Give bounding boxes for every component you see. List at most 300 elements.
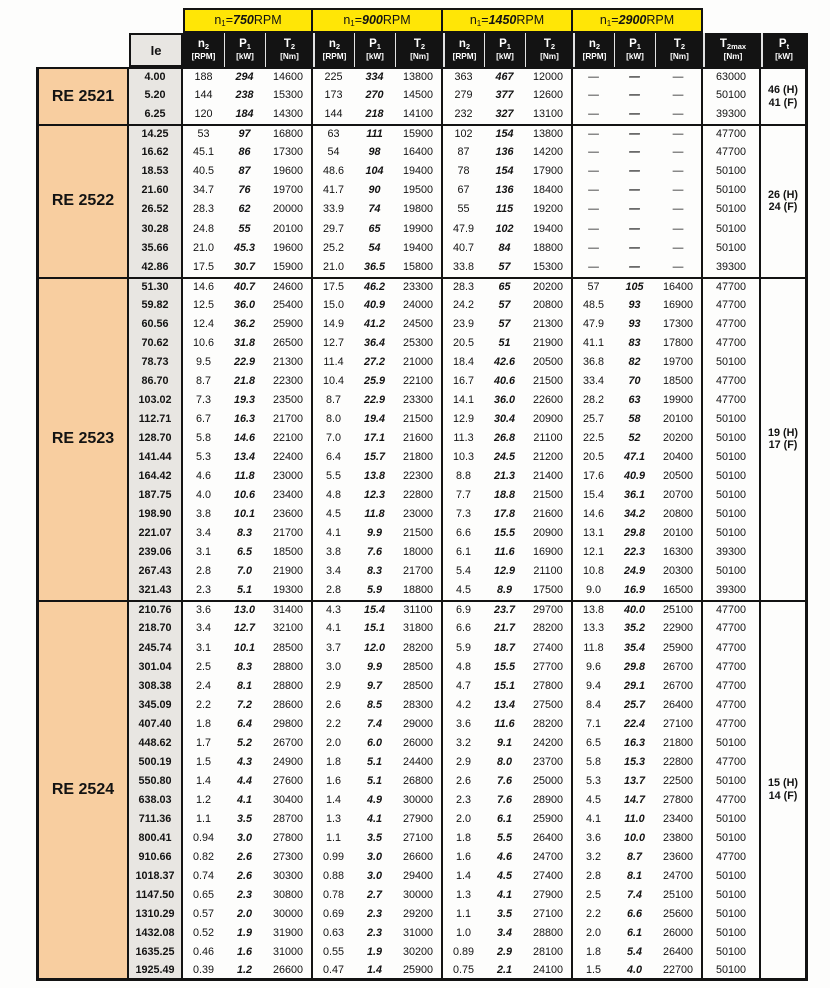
data-cell: 363 <box>443 67 484 86</box>
data-cell: 12.5 <box>192 298 214 311</box>
data-cell: — <box>614 124 655 143</box>
header-n2-1450rpm <box>443 33 484 67</box>
data-cell: 54 <box>327 146 340 159</box>
label-part: 14 (F) <box>768 790 798 803</box>
data-cell: 3.4 <box>195 622 211 635</box>
ie-value: 301.04 <box>129 657 183 676</box>
data-cell: 15.1 <box>363 622 385 635</box>
label-part: [RPM] <box>452 51 477 61</box>
data-cell: 154 <box>484 124 525 143</box>
data-cell: 29200 <box>395 905 443 924</box>
data-cell: 16900 <box>525 543 573 562</box>
data-cell: 22.5 <box>582 432 604 445</box>
data-cell: 6.6 <box>626 908 642 921</box>
data-cell: 30800 <box>265 886 313 905</box>
ie-value: 407.40 <box>129 715 183 734</box>
data-cell: — <box>588 222 599 235</box>
data-cell: 4.2 <box>455 698 471 711</box>
data-cell: 5.1 <box>236 584 252 597</box>
data-cell: 28800 <box>265 677 313 696</box>
data-cell: 10.6 <box>233 489 255 502</box>
data-cell: 27100 <box>655 715 703 734</box>
data-cell: 11.8 <box>364 508 385 521</box>
pt-cell-re-2524 <box>761 600 808 981</box>
data-cell: 20200 <box>525 277 573 296</box>
data-cell: 0.65 <box>192 889 214 902</box>
data-cell: 5.3 <box>585 774 601 787</box>
data-cell: 2.0 <box>455 812 471 825</box>
data-cell: 21900 <box>525 334 573 353</box>
data-cell: 2.4 <box>195 679 211 692</box>
data-cell: 30200 <box>395 943 443 962</box>
ie-value: 210.76 <box>129 600 183 619</box>
data-cell: 27700 <box>525 657 573 676</box>
header-symbol <box>779 39 789 51</box>
data-cell: 23800 <box>655 829 703 848</box>
data-cell: 13.3 <box>582 622 604 635</box>
data-cell: 3.4 <box>496 927 512 940</box>
data-cell: 25100 <box>655 600 703 619</box>
data-cell: 19900 <box>655 391 703 410</box>
data-cell: 27.2 <box>363 355 385 368</box>
data-cell: 13.7 <box>623 774 645 787</box>
data-cell: 25400 <box>265 296 313 315</box>
data-cell: 2.8 <box>325 584 341 597</box>
ie-column-header: Ie <box>129 33 183 67</box>
ie-value: 1147.50 <box>129 886 183 905</box>
label-part: 19 (H) <box>768 426 798 439</box>
data-cell: 17300 <box>265 143 313 162</box>
label-part: [RPM] <box>191 51 216 61</box>
data-cell: 55 <box>238 222 251 235</box>
speed-band-1450rpm <box>443 8 573 33</box>
t2max-value: 47700 <box>703 619 761 638</box>
label-part: n <box>197 38 205 51</box>
data-cell: 83 <box>628 336 641 349</box>
data-cell: 13.1 <box>582 527 604 540</box>
model-cell-re-2522: RE 2522 <box>36 124 129 276</box>
data-cell: 23.9 <box>452 317 474 330</box>
t2max-value: 50100 <box>703 448 761 467</box>
data-cell: 17900 <box>525 162 573 181</box>
data-cell: 5.8 <box>585 755 601 768</box>
ie-value: 14.25 <box>129 124 183 143</box>
t2max-value: 50100 <box>703 219 761 238</box>
data-cell: 1.5 <box>195 755 211 768</box>
ie-value: 638.03 <box>129 791 183 810</box>
header-symbol <box>459 39 470 51</box>
t2max-value: 47700 <box>703 638 761 657</box>
data-cell: 15900 <box>395 124 443 143</box>
data-cell: 3.5 <box>366 832 382 844</box>
data-cell: 24200 <box>525 734 573 753</box>
data-cell: 4.5 <box>585 793 601 806</box>
data-cell: 7.4 <box>366 717 382 730</box>
data-cell: 8.3 <box>236 660 252 673</box>
data-cell: 19.3 <box>233 393 255 406</box>
data-cell: 4.9 <box>366 793 382 806</box>
data-cell: 2.6 <box>236 870 252 883</box>
data-cell: 36.0 <box>493 393 515 406</box>
data-cell: 4.3 <box>236 755 252 768</box>
data-cell: 36.4 <box>363 336 385 349</box>
t2max-value: 50100 <box>703 486 761 505</box>
t2max-value: 50100 <box>703 86 761 105</box>
data-cell: 57 <box>498 298 511 311</box>
data-cell: 4.1 <box>366 812 382 825</box>
t2max-value: 50100 <box>703 353 761 372</box>
data-cell: 4.1 <box>325 622 341 635</box>
ie-value: 1432.08 <box>129 924 183 943</box>
label-part: [Nm] <box>280 51 299 61</box>
data-cell: 0.39 <box>183 962 224 981</box>
data-cell: 10.3 <box>452 451 474 464</box>
data-cell: 8.1 <box>626 870 642 883</box>
data-cell: 3.0 <box>325 660 341 673</box>
header-t2-2900rpm <box>655 33 703 67</box>
ie-value: 21.60 <box>129 181 183 200</box>
t2max-value: 47700 <box>703 296 761 315</box>
data-cell: 1.8 <box>455 832 471 844</box>
data-cell: 19400 <box>395 238 443 257</box>
data-cell: — <box>588 184 599 197</box>
data-cell: 173 <box>324 89 343 102</box>
data-cell: 19.4 <box>363 412 385 425</box>
data-cell: 2.6 <box>325 698 341 711</box>
data-cell: 48.5 <box>582 298 604 311</box>
ie-value: 198.90 <box>129 505 183 524</box>
data-cell: 6.1 <box>455 546 471 559</box>
data-cell: 23000 <box>395 505 443 524</box>
data-cell: 0.46 <box>192 946 214 959</box>
data-cell: 144 <box>194 89 213 102</box>
data-cell: 11.6 <box>494 717 515 730</box>
t2max-value: 50100 <box>703 867 761 886</box>
data-cell: 6.4 <box>325 451 341 464</box>
label-part: [Nm] <box>723 51 743 61</box>
data-cell: 20.5 <box>582 451 604 464</box>
data-cell: 17300 <box>655 315 703 334</box>
header-symbol <box>720 39 746 51</box>
data-cell: 15300 <box>525 257 573 276</box>
data-cell: 10.0 <box>623 832 645 844</box>
data-cell: 21000 <box>395 353 443 372</box>
data-cell: 184 <box>235 108 254 121</box>
data-cell: 4.1 <box>496 889 512 902</box>
data-cell: 5.4 <box>626 946 642 959</box>
data-cell: 15.7 <box>363 451 385 464</box>
label-part: n <box>469 13 477 28</box>
t2max-value: 50100 <box>703 467 761 486</box>
ie-value: 112.71 <box>129 410 183 429</box>
data-cell: 4.6 <box>496 851 512 864</box>
data-cell: 20500 <box>525 353 573 372</box>
data-cell: 8.1 <box>236 679 252 692</box>
label-part: = <box>611 13 619 28</box>
label-part: RPM <box>382 13 411 28</box>
header-p1-750rpm <box>224 33 265 67</box>
data-cell: 26800 <box>395 772 443 791</box>
data-cell: 87 <box>457 146 470 159</box>
data-cell: 21.7 <box>493 622 515 635</box>
t2max-column-header <box>703 33 761 67</box>
data-cell: 16400 <box>395 143 443 162</box>
data-cell: 467 <box>484 67 525 86</box>
data-cell: 29.7 <box>322 222 344 235</box>
ie-value: 1925.49 <box>129 962 183 981</box>
data-cell: 26400 <box>655 696 703 715</box>
label-part: [kW] <box>775 51 793 61</box>
data-cell: — <box>629 203 640 216</box>
t2max-value: 47700 <box>703 753 761 772</box>
data-cell: 4.1 <box>236 793 252 806</box>
data-cell: 2.2 <box>325 717 341 730</box>
data-cell: 4.5 <box>455 584 471 597</box>
ie-value: 345.09 <box>129 696 183 715</box>
data-cell: 2.3 <box>236 889 252 902</box>
ie-value: 308.38 <box>129 677 183 696</box>
ie-value: 59.82 <box>129 296 183 315</box>
data-cell: 98 <box>368 146 381 159</box>
data-cell: 15.4 <box>354 600 395 619</box>
data-cell: 21900 <box>265 562 313 581</box>
data-cell: 28.3 <box>192 203 214 216</box>
t2max-value: 50100 <box>703 162 761 181</box>
spec-table <box>36 8 808 981</box>
data-cell: 9.0 <box>585 584 601 597</box>
data-cell: 8.3 <box>236 527 252 540</box>
data-cell: 18800 <box>525 238 573 257</box>
data-cell: 20800 <box>525 296 573 315</box>
data-cell: 26.8 <box>493 432 515 445</box>
t2max-value: 50100 <box>703 962 761 981</box>
data-cell: — <box>655 162 703 181</box>
data-cell: — <box>629 241 640 254</box>
label-part: n <box>214 13 222 28</box>
data-cell: 28200 <box>525 715 573 734</box>
data-cell: 25300 <box>395 334 443 353</box>
data-cell: 42.6 <box>493 355 515 368</box>
data-cell: 52 <box>628 432 641 445</box>
data-cell: 0.99 <box>322 851 344 864</box>
label-part: P <box>239 38 247 51</box>
data-cell: 30300 <box>265 867 313 886</box>
data-cell: 2.9 <box>325 679 341 692</box>
data-cell: 31100 <box>395 600 443 619</box>
data-cell: 14100 <box>395 105 443 124</box>
label-part: [kW] <box>366 51 384 61</box>
ie-value: 221.07 <box>129 524 183 543</box>
data-cell: 0.74 <box>192 870 214 883</box>
data-cell: 20700 <box>655 486 703 505</box>
ie-value: 6.25 <box>129 105 183 124</box>
t2max-value: 50100 <box>703 562 761 581</box>
data-cell: 238 <box>235 89 254 102</box>
data-cell: 2.0 <box>585 927 601 940</box>
ie-value: 1310.29 <box>129 905 183 924</box>
label-part: 1 <box>506 42 511 52</box>
data-cell: 218 <box>365 108 384 121</box>
label-part: [Nm] <box>410 51 429 61</box>
data-cell: 2.8 <box>585 870 601 883</box>
header-t2-750rpm <box>265 33 313 67</box>
data-cell: 4.8 <box>455 660 471 673</box>
data-cell: 3.0 <box>236 832 252 844</box>
data-cell: 29000 <box>395 715 443 734</box>
ie-value: 267.43 <box>129 562 183 581</box>
t2max-value: 47700 <box>703 124 761 143</box>
data-cell: 22300 <box>265 372 313 391</box>
data-cell: 18000 <box>395 543 443 562</box>
data-cell: 13.8 <box>363 470 385 483</box>
data-cell: 1.6 <box>325 774 341 787</box>
label-part: T <box>413 38 421 51</box>
data-cell: 21700 <box>265 410 313 429</box>
data-cell: 17.5 <box>192 260 214 273</box>
data-cell: 19300 <box>265 581 313 600</box>
data-cell: 6.1 <box>496 812 512 825</box>
header-symbol <box>369 39 381 51</box>
data-cell: 11.3 <box>453 432 474 445</box>
data-cell: 115 <box>495 203 514 216</box>
data-cell: 28300 <box>395 696 443 715</box>
data-cell: 4.4 <box>236 774 252 787</box>
data-cell: 4.5 <box>496 870 512 883</box>
data-cell: 65 <box>368 222 381 235</box>
data-cell: 25900 <box>395 962 443 981</box>
data-cell: 8.7 <box>325 393 341 406</box>
data-cell: 47.1 <box>623 451 645 464</box>
label-part: = <box>481 13 489 28</box>
data-cell: 23300 <box>395 391 443 410</box>
t2max-value: 50100 <box>703 924 761 943</box>
data-cell: 1.9 <box>236 927 252 940</box>
data-cell: 15800 <box>395 257 443 276</box>
t2max-value: 39300 <box>703 105 761 124</box>
data-cell: 18.7 <box>493 641 515 654</box>
data-cell: 16.3 <box>623 736 645 749</box>
data-cell: 232 <box>454 108 473 121</box>
data-cell: 40.6 <box>493 374 515 387</box>
label-part: 2 <box>420 42 426 52</box>
data-cell: 0.57 <box>192 908 214 921</box>
t2max-value: 50100 <box>703 829 761 848</box>
model-cell-re-2523: RE 2523 <box>36 277 129 601</box>
data-cell: 78 <box>457 165 470 178</box>
data-cell: 26700 <box>655 657 703 676</box>
header-symbol <box>499 39 511 51</box>
data-cell: 4.1 <box>585 812 601 825</box>
data-cell: 1.4 <box>455 870 471 883</box>
data-cell: 27800 <box>525 677 573 696</box>
data-cell: 19800 <box>395 200 443 219</box>
data-cell: 0.78 <box>322 889 344 902</box>
ie-value: 711.36 <box>129 810 183 829</box>
data-cell: 18.8 <box>493 489 515 502</box>
data-cell: 20.5 <box>452 336 474 349</box>
data-cell: 22.9 <box>233 355 255 368</box>
data-cell: 3.1 <box>195 546 211 559</box>
label-part: 2 <box>680 42 686 52</box>
label-part: [RPM] <box>582 51 607 61</box>
data-cell: 136 <box>495 146 514 159</box>
label-part: RPM <box>516 13 545 28</box>
label-part: T <box>543 38 551 51</box>
data-cell: 27800 <box>265 829 313 848</box>
data-cell: 13800 <box>395 67 443 86</box>
data-cell: 3.5 <box>236 812 252 825</box>
data-cell: 46.2 <box>354 277 395 296</box>
data-cell: 21.0 <box>192 241 214 254</box>
data-cell: 63 <box>313 124 354 143</box>
label-part: P <box>778 38 787 51</box>
data-cell: 20100 <box>655 410 703 429</box>
data-cell: 1.1 <box>325 832 341 844</box>
data-cell: 21400 <box>525 467 573 486</box>
data-cell: 3.0 <box>366 870 382 883</box>
data-cell: 30.4 <box>493 412 515 425</box>
data-cell: 90 <box>368 184 381 197</box>
data-cell: 8.3 <box>366 565 382 578</box>
data-cell: 20100 <box>265 219 313 238</box>
data-cell: 48.6 <box>322 165 344 178</box>
data-cell: 12600 <box>525 86 573 105</box>
data-cell: 29.8 <box>623 660 645 673</box>
data-cell: 28.3 <box>443 277 484 296</box>
data-cell: 14200 <box>525 143 573 162</box>
data-cell: 3.2 <box>585 851 601 864</box>
ie-value: 550.80 <box>129 772 183 791</box>
data-cell: — <box>614 67 655 86</box>
data-cell: 2.8 <box>195 565 211 578</box>
data-cell: 27800 <box>655 791 703 810</box>
data-cell: — <box>588 203 599 216</box>
data-cell: 0.82 <box>192 851 214 864</box>
data-cell: 24.8 <box>192 222 214 235</box>
t2max-value: 50100 <box>703 886 761 905</box>
data-cell: 0.88 <box>322 870 344 883</box>
data-cell: 14.1 <box>452 393 474 406</box>
data-cell: 25600 <box>655 905 703 924</box>
data-cell: 25.7 <box>582 412 604 425</box>
data-cell: 19500 <box>395 181 443 200</box>
data-cell: — <box>629 165 640 178</box>
data-cell: 8.9 <box>496 584 512 597</box>
t2max-value: 50100 <box>703 505 761 524</box>
data-cell: 6.4 <box>236 717 252 730</box>
t2max-value: 50100 <box>703 734 761 753</box>
label-part: 1 <box>476 18 482 28</box>
header-symbol <box>544 39 555 51</box>
header-t2-1450rpm <box>525 33 573 67</box>
ie-value: 70.62 <box>129 334 183 353</box>
data-cell: 22300 <box>395 467 443 486</box>
data-cell: 19400 <box>395 162 443 181</box>
data-cell: 26600 <box>395 848 443 867</box>
data-cell: 1.8 <box>195 717 211 730</box>
label-part: n <box>458 38 466 51</box>
t2max-value: 47700 <box>703 143 761 162</box>
data-cell: 33.8 <box>452 260 474 273</box>
data-cell: 21500 <box>525 372 573 391</box>
data-cell: 24400 <box>395 753 443 772</box>
model-cell-re-2521: RE 2521 <box>36 67 129 124</box>
data-cell: 16300 <box>655 543 703 562</box>
data-cell: 26600 <box>265 962 313 981</box>
t2max-value: 50100 <box>703 410 761 429</box>
data-cell: 24000 <box>395 296 443 315</box>
data-cell: 6.6 <box>455 622 471 635</box>
